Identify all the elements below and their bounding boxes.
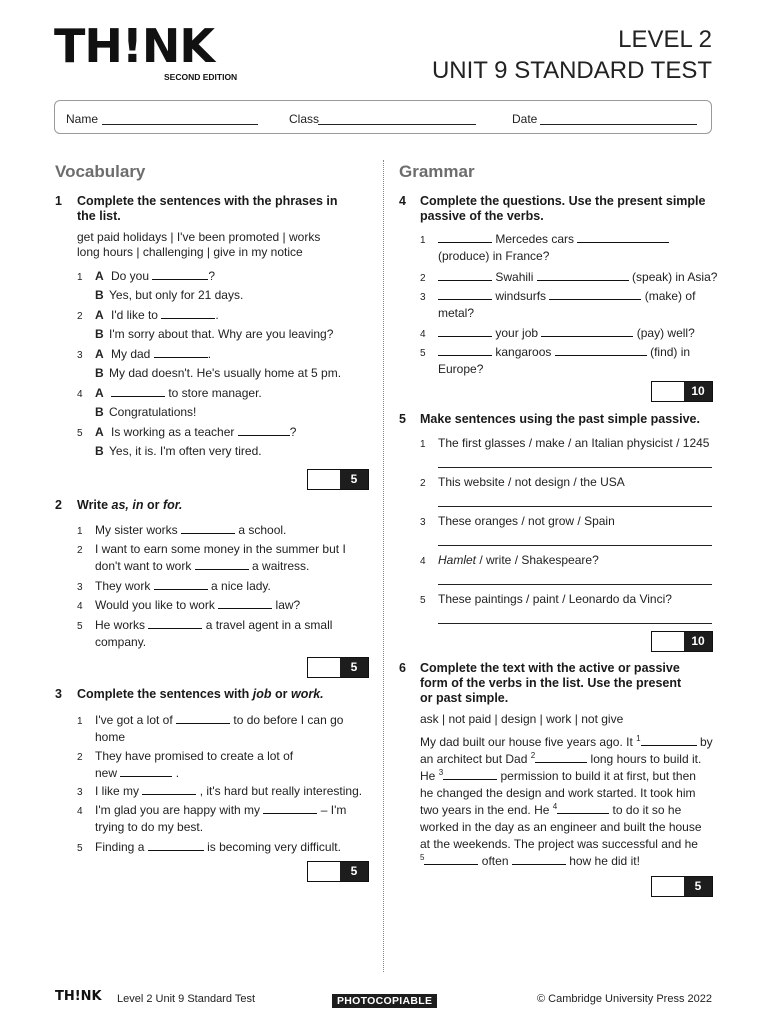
test-title: UNIT 9 STANDARD TEST xyxy=(431,57,712,84)
answer-line[interactable] xyxy=(438,623,712,624)
q6-word-list: ask | not paid | design | work | not give xyxy=(420,712,624,726)
answer-gap[interactable] xyxy=(549,289,641,300)
copyright: © Cambridge University Press 2022 xyxy=(536,993,712,1005)
question-number: 4 xyxy=(399,194,406,208)
answer-gap[interactable] xyxy=(154,347,208,358)
answer-gap[interactable] xyxy=(238,425,290,436)
photocopiable-badge: PHOTOCOPIABLE xyxy=(332,994,437,1008)
q2-score-box[interactable]: 5 xyxy=(307,657,369,678)
answer-gap[interactable] xyxy=(577,232,669,243)
q3-score-box[interactable]: 5 xyxy=(307,861,369,882)
question-number: 2 xyxy=(55,498,62,512)
answer-gap[interactable] xyxy=(555,345,647,356)
answer-gap[interactable] xyxy=(263,803,317,814)
answer-gap[interactable] xyxy=(111,386,165,397)
date-label: Date xyxy=(512,112,538,126)
answer-gap[interactable] xyxy=(438,326,492,337)
name-field[interactable] xyxy=(102,124,258,125)
answer-gap[interactable] xyxy=(142,784,196,795)
answer-gap[interactable] xyxy=(195,559,249,570)
date-field[interactable] xyxy=(540,124,697,125)
answer-gap[interactable] xyxy=(557,803,609,814)
answer-gap[interactable] xyxy=(641,735,697,746)
q6-instruction: Complete the text with the active or passive form of the verbs in the list. Use the present or past simple. xyxy=(420,661,682,705)
answer-line[interactable] xyxy=(438,545,712,546)
answer-gap[interactable] xyxy=(181,523,235,534)
answer-gap[interactable] xyxy=(438,289,492,300)
q4-instruction: Complete the questions. Use the present simple passive of the verbs. xyxy=(420,194,706,223)
answer-gap[interactable] xyxy=(424,854,478,865)
level-title: LEVEL 2 xyxy=(618,26,712,53)
answer-line[interactable] xyxy=(438,506,712,507)
q6-gap-text: My dad built our house five years ago. It $^1$ by an architect but Dad $^2$ long hours to build it. He $^3$ permission to build it at first, but then he changed the design and work started. It took him two years in the end. He $^4$ to do it so he worked in the day as an engineer and built the house at the weekends. The project was successful and he $^5$ often how he did it! xyxy=(420,734,713,868)
footer-logo: TH!NK xyxy=(55,989,102,1004)
answer-gap[interactable] xyxy=(176,713,230,724)
footer-left-text: Level 2 Unit 9 Standard Test xyxy=(117,993,255,1005)
q1-score-box[interactable]: 5 xyxy=(307,469,369,490)
name-label: Name xyxy=(66,112,99,126)
think-logo: TH!NK xyxy=(54,19,214,73)
q5-score-box[interactable]: 10 xyxy=(651,631,713,652)
answer-gap[interactable] xyxy=(120,766,172,777)
answer-gap[interactable] xyxy=(154,579,208,590)
class-field[interactable] xyxy=(318,124,476,125)
answer-gap[interactable] xyxy=(152,269,208,280)
answer-gap[interactable] xyxy=(148,618,202,629)
answer-gap[interactable] xyxy=(541,326,633,337)
question-number: 1 xyxy=(55,194,62,208)
q2-instruction: Write as, in or for. xyxy=(77,498,183,512)
answer-gap[interactable] xyxy=(537,270,629,281)
answer-gap[interactable] xyxy=(218,598,272,609)
answer-gap[interactable] xyxy=(443,769,497,780)
student-info-box xyxy=(54,100,712,134)
logo-edition: SECOND EDITION xyxy=(164,72,238,82)
question-number: 3 xyxy=(55,687,62,701)
grammar-heading: Grammar xyxy=(399,162,475,181)
answer-gap[interactable] xyxy=(535,752,587,763)
vocabulary-heading: Vocabulary xyxy=(55,162,146,181)
q1-instruction: Complete the sentences with the phrases in the list. xyxy=(77,194,338,223)
q1-word-list: get paid holidays | I've been promoted | works long hours | challenging | give in my notice xyxy=(77,230,321,259)
answer-gap[interactable] xyxy=(438,270,492,281)
answer-line[interactable] xyxy=(438,467,712,468)
answer-gap[interactable] xyxy=(438,232,492,243)
q3-instruction: Complete the sentences with job or work. xyxy=(77,687,324,701)
answer-gap[interactable] xyxy=(161,308,215,319)
answer-line[interactable] xyxy=(438,584,712,585)
q6-score-box[interactable]: 5 xyxy=(651,876,713,897)
q5-instruction: Make sentences using the past simple passive. xyxy=(420,412,700,426)
class-label: Class xyxy=(289,112,320,126)
answer-gap[interactable] xyxy=(512,854,566,865)
q4-score-box[interactable]: 10 xyxy=(651,381,713,402)
answer-gap[interactable] xyxy=(148,840,204,851)
column-divider xyxy=(383,160,384,972)
question-number: 6 xyxy=(399,661,406,675)
question-number: 5 xyxy=(399,412,406,426)
answer-gap[interactable] xyxy=(438,345,492,356)
